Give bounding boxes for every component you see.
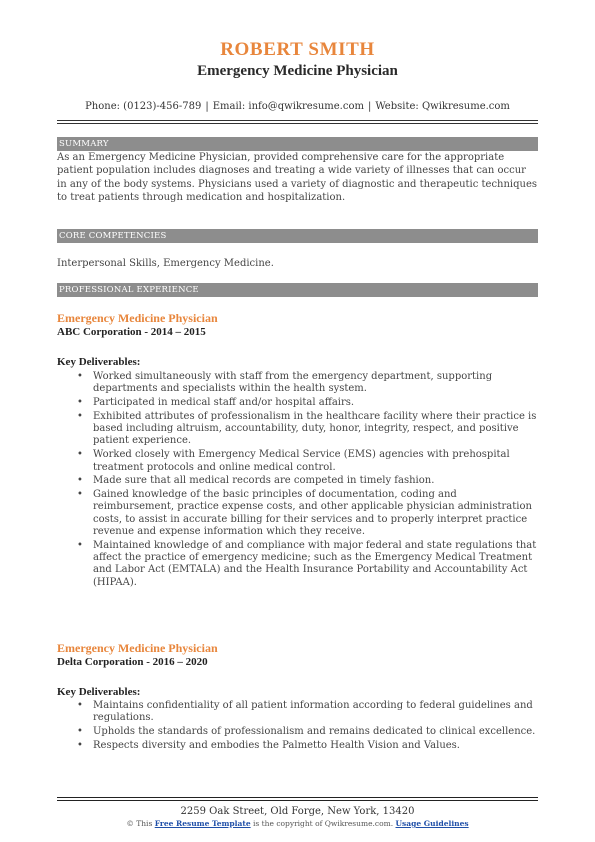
job-company: ABC Corporation - 2014 – 2015 xyxy=(57,326,206,338)
copyright-middle: is the copyright of Qwikresume.com. xyxy=(253,819,394,828)
list-item: • Worked simultaneously with staff from the emergency department, supporting departments and specialists within the health system. xyxy=(57,371,538,396)
contact-email: Email: info@qwikresume.com xyxy=(212,101,364,112)
job-title: Emergency Medicine Physician xyxy=(57,641,218,655)
list-item: • Upholds the standards of professionalism and remains dedicated to clinical excellence. xyxy=(57,726,538,738)
candidate-title: Emergency Medicine Physician xyxy=(197,63,398,79)
deliverables-list xyxy=(57,700,538,754)
footer-divider xyxy=(57,800,538,801)
contact-separator: | xyxy=(205,101,209,112)
summary-text: As an Emergency Medicine Physician, provided comprehensive care for the appropriate patient population includes diagnoses and treating a wide variety of illnesses that can occur in any of the body systems. Physicians used a variety of diagnostic and therapeutic techniques to treat patients through medication and hospitalization. xyxy=(57,152,538,204)
footer-divider xyxy=(57,797,538,798)
list-item: • Maintains confidentiality of all patient information according to federal guidelines and regulations. xyxy=(57,700,538,725)
list-item: • Gained knowledge of the basic principles of documentation, coding and reimbursement, practice expense costs, and other applicable physician administration costs, to assist in accurate billing for their services and to properly interpret practice revenue and expense information which they receive. xyxy=(57,489,538,538)
footer-copyright xyxy=(0,819,595,828)
list-item: • Made sure that all medical records are competed in timely fashion. xyxy=(57,475,538,487)
header-divider xyxy=(57,120,538,121)
list-item: • Respects diversity and embodies the Palmetto Health Vision and Values. xyxy=(57,740,538,752)
contact-phone: Phone: (0123)-456-789 xyxy=(85,101,202,112)
list-item: • Exhibited attributes of professionalism in the healthcare facility where their practice is based including altruism, accountability, duty, honor, integrity, respect, and positive patient experience. xyxy=(57,411,538,448)
copyright-prefix: © This xyxy=(126,819,153,828)
job-company: Delta Corporation - 2016 – 2020 xyxy=(57,656,208,668)
summary-heading: SUMMARY xyxy=(57,137,538,151)
competencies-text: Interpersonal Skills, Emergency Medicine. xyxy=(57,258,274,269)
competencies-heading: CORE COMPETENCIES xyxy=(57,229,538,243)
candidate-name: ROBERT SMITH xyxy=(220,39,375,60)
key-deliverables-label: Key Deliverables: xyxy=(57,686,141,698)
contact-line xyxy=(0,101,595,112)
experience-heading: PROFESSIONAL EXPERIENCE xyxy=(57,283,538,297)
free-resume-template-link[interactable]: Free Resume Template xyxy=(154,819,251,828)
job-title: Emergency Medicine Physician xyxy=(57,311,218,325)
header-divider xyxy=(57,123,538,124)
list-item: • Maintained knowledge of and compliance with major federal and state regulations that affect the practice of emergency medicine; such as the Emergency Medical Treatment and Labor Act (EMTALA) and the Health Insurance Portability and Accountability Act (HIPAA). xyxy=(57,540,538,589)
footer-address: 2259 Oak Street, Old Forge, New York, 13420 xyxy=(180,806,415,817)
list-item: • Worked closely with Emergency Medical Service (EMS) agencies with prehospital treatment protocols and online medical control. xyxy=(57,449,538,474)
key-deliverables-label: Key Deliverables: xyxy=(57,356,141,368)
contact-website: Website: Qwikresume.com xyxy=(375,101,510,112)
list-item: • Participated in medical staff and/or hospital affairs. xyxy=(57,397,538,409)
contact-separator: | xyxy=(367,101,372,112)
deliverables-list xyxy=(57,371,538,591)
usage-guidelines-link[interactable]: Usage Guidelines xyxy=(395,819,469,828)
